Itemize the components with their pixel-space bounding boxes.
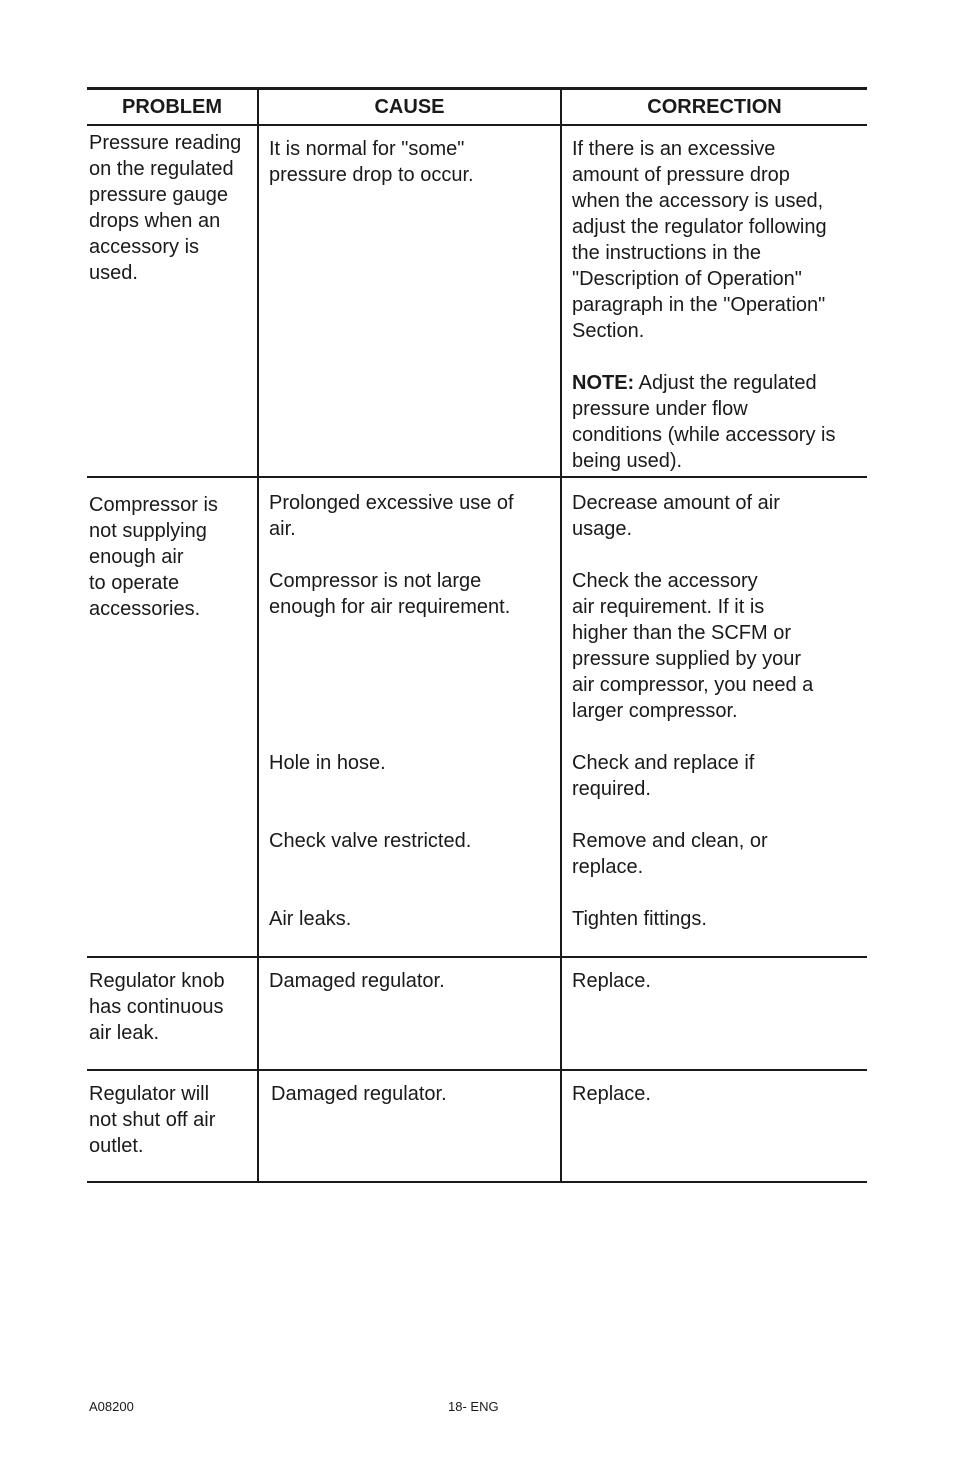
problem-text: Compressor is not supplying enough air to operate accessories.	[89, 494, 218, 620]
page-number: 18- ENG	[448, 1399, 499, 1414]
correction-text: Check and replace if required.	[572, 752, 755, 800]
problem-cell	[87, 478, 259, 956]
cause-text: Compressor is not large enough for air requirement.	[269, 570, 511, 618]
correction-text: Replace.	[572, 1083, 651, 1105]
header-problem: PROBLEM	[87, 90, 259, 124]
correction-text: Decrease amount of air usage.	[572, 492, 780, 540]
header-cause: CAUSE	[259, 90, 562, 124]
note-text: Adjust the regulated pressure under flow conditions (while accessory is being used).	[572, 372, 836, 472]
table-row	[87, 126, 867, 478]
correction-cell	[562, 126, 867, 476]
cause-cell	[259, 478, 562, 956]
cause-text: Hole in hose.	[269, 752, 386, 774]
table-header	[87, 90, 867, 126]
cause-cell	[259, 958, 562, 1069]
problem-cell	[87, 126, 259, 476]
cause-text: Prolonged excessive use of air.	[269, 492, 514, 540]
cause-text: Check valve restricted.	[269, 830, 472, 852]
cause-text: It is normal for "some" pressure drop to occur.	[269, 138, 474, 186]
table-row	[87, 478, 867, 958]
correction-cell	[562, 478, 867, 956]
note	[572, 370, 835, 474]
cause-text: Air leaks.	[269, 908, 352, 930]
cause-text: Damaged regulator.	[271, 1083, 447, 1105]
correction-text: Check the accessory air requirement. If it is higher than the SCFM or pressure supplied by your air compressor, you need a larger compressor.	[572, 570, 814, 722]
correction-cell	[562, 958, 867, 1069]
cause-cell	[259, 1071, 562, 1181]
correction-text: If there is an excessive amount of pressure drop when the accessory is used, adjust the regulator following the instructions in the "Description of Operation" paragraph in the "Operation" Section.	[572, 138, 827, 342]
table-row	[87, 1071, 867, 1183]
problem-cell	[87, 958, 259, 1069]
correction-cell	[562, 1071, 867, 1181]
header-correction: CORRECTION	[647, 96, 782, 118]
document-code: A08200	[89, 1399, 134, 1414]
problem-text: Regulator will not shut off air outlet.	[89, 1083, 216, 1157]
problem-text: Regulator knob has continuous air leak.	[89, 970, 225, 1044]
table-row	[87, 958, 867, 1071]
correction-text: Remove and clean, or replace.	[572, 830, 768, 878]
problem-text: Pressure reading on the regulated pressure gauge drops when an accessory is used.	[89, 132, 242, 284]
cause-text: Damaged regulator.	[269, 970, 445, 992]
problem-cell	[87, 1071, 259, 1181]
note-label: NOTE:	[572, 372, 635, 394]
cause-cell	[259, 126, 562, 476]
correction-text: Tighten fittings.	[572, 908, 707, 930]
troubleshooting-table	[87, 87, 867, 1183]
correction-text: Replace.	[572, 970, 651, 992]
